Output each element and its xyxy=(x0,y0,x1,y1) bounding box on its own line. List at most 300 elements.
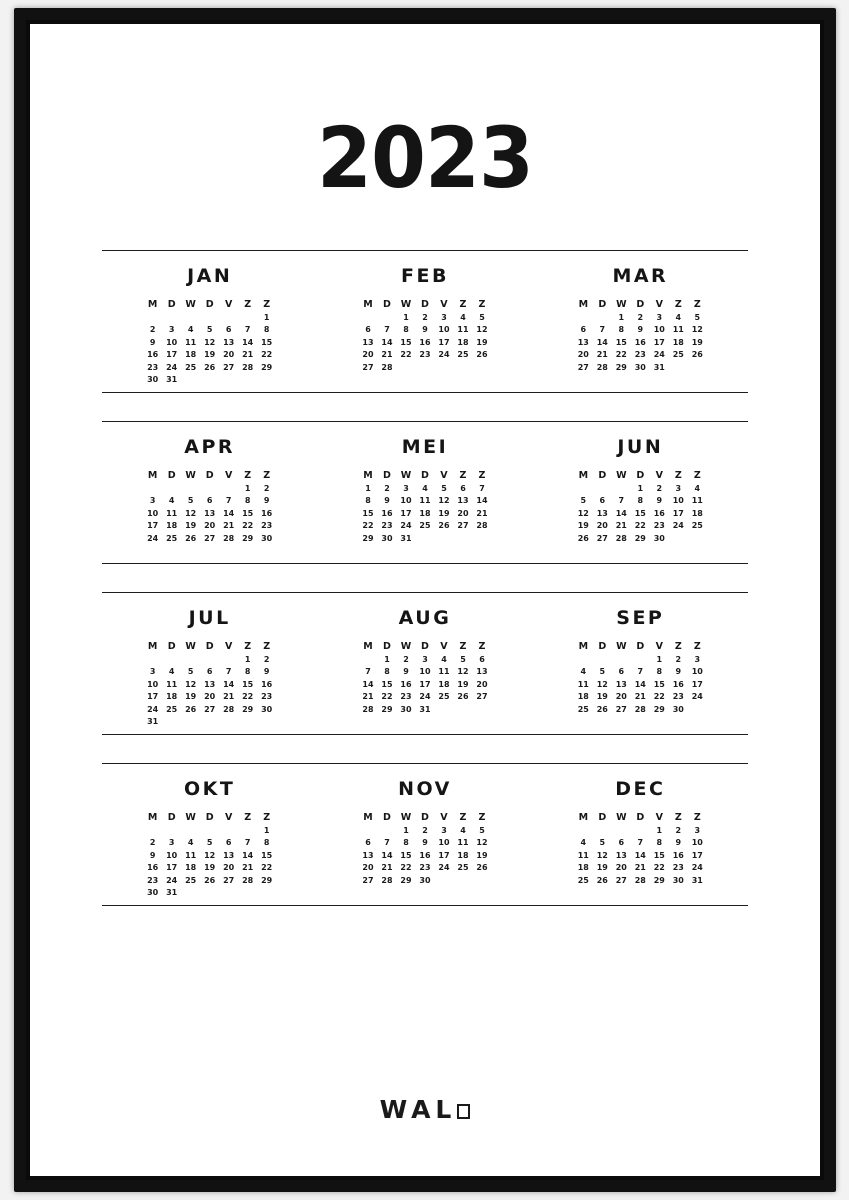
day-cell[interactable]: 27 xyxy=(223,362,235,372)
day-cell[interactable]: 11 xyxy=(166,508,178,518)
day-cell[interactable]: 26 xyxy=(596,875,608,885)
day-cell[interactable]: 30 xyxy=(672,704,684,714)
day-cell[interactable]: 10 xyxy=(438,325,450,335)
day-cell[interactable]: 30 xyxy=(653,533,665,543)
day-cell[interactable]: 25 xyxy=(166,704,178,714)
day-cell[interactable]: 20 xyxy=(362,350,374,360)
day-cell[interactable]: 9 xyxy=(675,838,682,848)
day-cell[interactable]: 25 xyxy=(457,863,469,873)
day-cell[interactable]: 22 xyxy=(242,521,254,531)
day-cell[interactable]: 13 xyxy=(204,508,216,518)
day-cell[interactable]: 29 xyxy=(615,362,627,372)
day-cell[interactable]: 10 xyxy=(166,337,178,347)
day-cell[interactable]: 2 xyxy=(656,483,663,493)
day-cell[interactable]: 14 xyxy=(381,850,393,860)
day-cell[interactable]: 3 xyxy=(168,325,175,335)
day-cell[interactable]: 25 xyxy=(166,533,178,543)
day-cell[interactable]: 1 xyxy=(637,483,644,493)
day-cell[interactable]: 14 xyxy=(476,496,488,506)
day-cell[interactable]: 7 xyxy=(637,838,644,848)
day-cell[interactable]: 29 xyxy=(242,533,254,543)
day-cell[interactable]: 17 xyxy=(438,337,450,347)
day-cell[interactable]: 29 xyxy=(381,704,393,714)
day-cell[interactable]: 6 xyxy=(206,496,213,506)
day-cell[interactable]: 13 xyxy=(362,850,374,860)
day-cell[interactable]: 4 xyxy=(168,667,175,677)
day-cell[interactable]: 22 xyxy=(653,692,665,702)
day-cell[interactable]: 19 xyxy=(204,350,216,360)
day-cell[interactable]: 15 xyxy=(381,679,393,689)
day-cell[interactable]: 16 xyxy=(400,679,412,689)
day-cell[interactable]: 4 xyxy=(441,654,447,664)
day-cell[interactable]: 18 xyxy=(419,508,431,518)
day-cell[interactable]: 11 xyxy=(185,850,197,860)
day-cell[interactable]: 8 xyxy=(384,667,390,677)
day-cell[interactable]: 16 xyxy=(147,350,159,360)
day-cell[interactable]: 19 xyxy=(476,850,488,860)
day-cell[interactable]: 25 xyxy=(457,350,469,360)
day-cell[interactable]: 29 xyxy=(653,704,665,714)
day-cell[interactable]: 29 xyxy=(261,362,273,372)
day-cell[interactable]: 4 xyxy=(460,312,466,322)
day-cell[interactable]: 18 xyxy=(166,692,178,702)
day-cell[interactable]: 22 xyxy=(615,350,627,360)
day-cell[interactable]: 30 xyxy=(672,875,684,885)
day-cell[interactable]: 25 xyxy=(185,362,197,372)
day-cell[interactable]: 27 xyxy=(223,875,235,885)
day-cell[interactable]: 15 xyxy=(362,508,374,518)
day-cell[interactable]: 24 xyxy=(400,521,412,531)
day-cell[interactable]: 18 xyxy=(577,863,589,873)
day-cell[interactable]: 2 xyxy=(149,325,156,335)
day-cell[interactable]: 4 xyxy=(422,483,428,493)
day-cell[interactable]: 19 xyxy=(577,521,589,531)
day-cell[interactable]: 9 xyxy=(675,667,682,677)
day-cell[interactable]: 26 xyxy=(204,362,216,372)
day-cell[interactable]: 13 xyxy=(457,496,469,506)
day-cell[interactable]: 25 xyxy=(577,875,589,885)
day-cell[interactable]: 29 xyxy=(653,875,665,885)
day-cell[interactable]: 13 xyxy=(596,508,608,518)
day-cell[interactable]: 10 xyxy=(147,508,159,518)
day-cell[interactable]: 29 xyxy=(261,875,273,885)
day-cell[interactable]: 28 xyxy=(381,875,393,885)
day-cell[interactable]: 1 xyxy=(403,312,409,322)
day-cell[interactable]: 18 xyxy=(185,350,197,360)
day-cell[interactable]: 28 xyxy=(223,704,235,714)
day-cell[interactable]: 9 xyxy=(403,667,409,677)
day-cell[interactable]: 2 xyxy=(422,312,428,322)
day-cell[interactable]: 2 xyxy=(263,483,270,493)
day-cell[interactable]: 17 xyxy=(147,692,159,702)
day-cell[interactable]: 9 xyxy=(263,667,270,677)
day-cell[interactable]: 3 xyxy=(168,838,175,848)
day-cell[interactable]: 24 xyxy=(691,692,703,702)
day-cell[interactable]: 1 xyxy=(656,825,663,835)
day-cell[interactable]: 22 xyxy=(653,863,665,873)
day-cell[interactable]: 7 xyxy=(479,483,485,493)
day-cell[interactable]: 27 xyxy=(204,704,216,714)
day-cell[interactable]: 24 xyxy=(166,362,178,372)
day-cell[interactable]: 12 xyxy=(204,850,216,860)
day-cell[interactable]: 23 xyxy=(381,521,393,531)
day-cell[interactable]: 5 xyxy=(206,838,213,848)
day-cell[interactable]: 15 xyxy=(653,679,665,689)
day-cell[interactable]: 23 xyxy=(419,350,431,360)
day-cell[interactable]: 12 xyxy=(577,508,589,518)
day-cell[interactable]: 12 xyxy=(476,838,488,848)
day-cell[interactable]: 15 xyxy=(242,679,254,689)
day-cell[interactable]: 4 xyxy=(168,496,175,506)
day-cell[interactable]: 13 xyxy=(223,850,235,860)
day-cell[interactable]: 23 xyxy=(147,362,159,372)
day-cell[interactable]: 24 xyxy=(147,704,159,714)
day-cell[interactable]: 19 xyxy=(596,692,608,702)
day-cell[interactable]: 19 xyxy=(476,337,488,347)
day-cell[interactable]: 31 xyxy=(419,704,431,714)
day-cell[interactable]: 23 xyxy=(419,863,431,873)
day-cell[interactable]: 20 xyxy=(362,863,374,873)
day-cell[interactable]: 4 xyxy=(187,838,194,848)
day-cell[interactable]: 15 xyxy=(261,337,273,347)
day-cell[interactable]: 8 xyxy=(656,667,663,677)
day-cell[interactable]: 5 xyxy=(479,825,485,835)
day-cell[interactable]: 22 xyxy=(381,692,393,702)
day-cell[interactable]: 30 xyxy=(261,533,273,543)
day-cell[interactable]: 6 xyxy=(225,325,232,335)
day-cell[interactable]: 17 xyxy=(166,350,178,360)
day-cell[interactable]: 23 xyxy=(261,692,273,702)
day-cell[interactable]: 3 xyxy=(694,825,701,835)
day-cell[interactable]: 18 xyxy=(438,679,450,689)
day-cell[interactable]: 25 xyxy=(691,521,703,531)
day-cell[interactable]: 9 xyxy=(149,337,156,347)
day-cell[interactable]: 25 xyxy=(577,704,589,714)
day-cell[interactable]: 17 xyxy=(438,850,450,860)
day-cell[interactable]: 21 xyxy=(362,692,374,702)
day-cell[interactable]: 16 xyxy=(381,508,393,518)
day-cell[interactable]: 31 xyxy=(653,362,665,372)
day-cell[interactable]: 21 xyxy=(381,350,393,360)
day-cell[interactable]: 17 xyxy=(691,679,703,689)
day-cell[interactable]: 25 xyxy=(438,692,450,702)
day-cell[interactable]: 2 xyxy=(422,825,428,835)
day-cell[interactable]: 23 xyxy=(672,692,684,702)
day-cell[interactable]: 9 xyxy=(422,325,428,335)
day-cell[interactable]: 23 xyxy=(261,521,273,531)
day-cell[interactable]: 8 xyxy=(365,496,371,506)
day-cell[interactable]: 26 xyxy=(691,350,703,360)
day-cell[interactable]: 26 xyxy=(185,533,197,543)
day-cell[interactable]: 16 xyxy=(672,850,684,860)
day-cell[interactable]: 17 xyxy=(691,850,703,860)
day-cell[interactable]: 16 xyxy=(672,679,684,689)
day-cell[interactable]: 10 xyxy=(400,496,412,506)
day-cell[interactable]: 7 xyxy=(384,838,390,848)
day-cell[interactable]: 20 xyxy=(577,350,589,360)
day-cell[interactable]: 3 xyxy=(422,654,428,664)
day-cell[interactable]: 13 xyxy=(615,850,627,860)
day-cell[interactable]: 16 xyxy=(634,337,646,347)
day-cell[interactable]: 26 xyxy=(457,692,469,702)
day-cell[interactable]: 5 xyxy=(187,667,194,677)
day-cell[interactable]: 21 xyxy=(242,863,254,873)
day-cell[interactable]: 25 xyxy=(672,350,684,360)
day-cell[interactable]: 20 xyxy=(615,692,627,702)
day-cell[interactable]: 19 xyxy=(185,521,197,531)
day-cell[interactable]: 16 xyxy=(653,508,665,518)
day-cell[interactable]: 17 xyxy=(419,679,431,689)
day-cell[interactable]: 11 xyxy=(577,850,589,860)
day-cell[interactable]: 15 xyxy=(634,508,646,518)
day-cell[interactable]: 18 xyxy=(166,521,178,531)
day-cell[interactable]: 8 xyxy=(403,325,409,335)
day-cell[interactable]: 2 xyxy=(263,654,270,664)
day-cell[interactable]: 4 xyxy=(675,312,682,322)
day-cell[interactable]: 3 xyxy=(441,312,447,322)
day-cell[interactable]: 6 xyxy=(479,654,485,664)
day-cell[interactable]: 22 xyxy=(261,863,273,873)
day-cell[interactable]: 31 xyxy=(166,375,178,385)
day-cell[interactable]: 5 xyxy=(479,312,485,322)
day-cell[interactable]: 5 xyxy=(694,312,701,322)
day-cell[interactable]: 27 xyxy=(204,533,216,543)
day-cell[interactable]: 19 xyxy=(438,508,450,518)
day-cell[interactable]: 12 xyxy=(691,325,703,335)
day-cell[interactable]: 20 xyxy=(615,863,627,873)
day-cell[interactable]: 6 xyxy=(225,838,232,848)
day-cell[interactable]: 20 xyxy=(457,508,469,518)
day-cell[interactable]: 10 xyxy=(438,838,450,848)
day-cell[interactable]: 14 xyxy=(381,337,393,347)
day-cell[interactable]: 28 xyxy=(615,533,627,543)
day-cell[interactable]: 18 xyxy=(185,863,197,873)
day-cell[interactable]: 9 xyxy=(637,325,644,335)
day-cell[interactable]: 13 xyxy=(476,667,488,677)
day-cell[interactable]: 20 xyxy=(596,521,608,531)
day-cell[interactable]: 11 xyxy=(691,496,703,506)
day-cell[interactable]: 30 xyxy=(147,375,159,385)
day-cell[interactable]: 2 xyxy=(403,654,409,664)
day-cell[interactable]: 10 xyxy=(419,667,431,677)
day-cell[interactable]: 14 xyxy=(615,508,627,518)
day-cell[interactable]: 30 xyxy=(419,875,431,885)
day-cell[interactable]: 14 xyxy=(223,679,235,689)
day-cell[interactable]: 21 xyxy=(634,692,646,702)
day-cell[interactable]: 6 xyxy=(460,483,466,493)
day-cell[interactable]: 28 xyxy=(242,875,254,885)
day-cell[interactable]: 17 xyxy=(653,337,665,347)
day-cell[interactable]: 15 xyxy=(400,337,412,347)
day-cell[interactable]: 30 xyxy=(261,704,273,714)
day-cell[interactable]: 4 xyxy=(694,483,701,493)
day-cell[interactable]: 23 xyxy=(653,521,665,531)
day-cell[interactable]: 12 xyxy=(596,850,608,860)
day-cell[interactable]: 1 xyxy=(263,825,270,835)
day-cell[interactable]: 27 xyxy=(577,362,589,372)
day-cell[interactable]: 7 xyxy=(225,667,232,677)
day-cell[interactable]: 28 xyxy=(596,362,608,372)
day-cell[interactable]: 28 xyxy=(242,362,254,372)
day-cell[interactable]: 29 xyxy=(242,704,254,714)
day-cell[interactable]: 22 xyxy=(400,350,412,360)
day-cell[interactable]: 24 xyxy=(653,350,665,360)
day-cell[interactable]: 21 xyxy=(223,692,235,702)
day-cell[interactable]: 30 xyxy=(147,888,159,898)
day-cell[interactable]: 24 xyxy=(147,533,159,543)
day-cell[interactable]: 12 xyxy=(476,325,488,335)
day-cell[interactable]: 8 xyxy=(618,325,625,335)
day-cell[interactable]: 14 xyxy=(242,337,254,347)
day-cell[interactable]: 22 xyxy=(634,521,646,531)
day-cell[interactable]: 1 xyxy=(656,654,663,664)
day-cell[interactable]: 18 xyxy=(457,850,469,860)
day-cell[interactable]: 2 xyxy=(149,838,156,848)
day-cell[interactable]: 3 xyxy=(694,654,701,664)
day-cell[interactable]: 13 xyxy=(615,679,627,689)
day-cell[interactable]: 6 xyxy=(365,325,371,335)
day-cell[interactable]: 5 xyxy=(580,496,587,506)
day-cell[interactable]: 7 xyxy=(244,325,251,335)
day-cell[interactable]: 18 xyxy=(457,337,469,347)
day-cell[interactable]: 5 xyxy=(599,838,606,848)
day-cell[interactable]: 12 xyxy=(185,508,197,518)
day-cell[interactable]: 19 xyxy=(185,692,197,702)
day-cell[interactable]: 5 xyxy=(460,654,466,664)
day-cell[interactable]: 5 xyxy=(187,496,194,506)
day-cell[interactable]: 13 xyxy=(577,337,589,347)
day-cell[interactable]: 7 xyxy=(599,325,606,335)
day-cell[interactable]: 8 xyxy=(637,496,644,506)
day-cell[interactable]: 16 xyxy=(419,850,431,860)
day-cell[interactable]: 6 xyxy=(618,667,625,677)
day-cell[interactable]: 28 xyxy=(381,362,393,372)
day-cell[interactable]: 10 xyxy=(147,679,159,689)
day-cell[interactable]: 24 xyxy=(166,875,178,885)
day-cell[interactable]: 16 xyxy=(261,679,273,689)
day-cell[interactable]: 21 xyxy=(242,350,254,360)
day-cell[interactable]: 27 xyxy=(362,362,374,372)
day-cell[interactable]: 29 xyxy=(362,533,374,543)
day-cell[interactable]: 28 xyxy=(634,704,646,714)
day-cell[interactable]: 2 xyxy=(637,312,644,322)
day-cell[interactable]: 1 xyxy=(244,654,251,664)
day-cell[interactable]: 22 xyxy=(261,350,273,360)
day-cell[interactable]: 3 xyxy=(441,825,447,835)
day-cell[interactable]: 14 xyxy=(596,337,608,347)
day-cell[interactable]: 10 xyxy=(166,850,178,860)
day-cell[interactable]: 9 xyxy=(422,838,428,848)
day-cell[interactable]: 15 xyxy=(615,337,627,347)
day-cell[interactable]: 25 xyxy=(185,875,197,885)
day-cell[interactable]: 28 xyxy=(634,875,646,885)
day-cell[interactable]: 24 xyxy=(419,692,431,702)
day-cell[interactable]: 24 xyxy=(691,863,703,873)
day-cell[interactable]: 28 xyxy=(362,704,374,714)
day-cell[interactable]: 19 xyxy=(457,679,469,689)
day-cell[interactable]: 24 xyxy=(672,521,684,531)
day-cell[interactable]: 30 xyxy=(381,533,393,543)
day-cell[interactable]: 5 xyxy=(599,667,606,677)
day-cell[interactable]: 27 xyxy=(596,533,608,543)
day-cell[interactable]: 4 xyxy=(580,838,587,848)
day-cell[interactable]: 8 xyxy=(263,838,270,848)
day-cell[interactable]: 30 xyxy=(634,362,646,372)
day-cell[interactable]: 15 xyxy=(400,850,412,860)
day-cell[interactable]: 3 xyxy=(149,667,156,677)
day-cell[interactable]: 4 xyxy=(460,825,466,835)
day-cell[interactable]: 20 xyxy=(476,679,488,689)
day-cell[interactable]: 15 xyxy=(261,850,273,860)
day-cell[interactable]: 8 xyxy=(656,838,663,848)
day-cell[interactable]: 20 xyxy=(223,863,235,873)
day-cell[interactable]: 9 xyxy=(263,496,270,506)
day-cell[interactable]: 2 xyxy=(675,654,682,664)
day-cell[interactable]: 6 xyxy=(206,667,213,677)
day-cell[interactable]: 24 xyxy=(438,350,450,360)
day-cell[interactable]: 7 xyxy=(225,496,232,506)
day-cell[interactable]: 19 xyxy=(691,337,703,347)
day-cell[interactable]: 26 xyxy=(204,875,216,885)
day-cell[interactable]: 12 xyxy=(438,496,450,506)
day-cell[interactable]: 27 xyxy=(476,692,488,702)
day-cell[interactable]: 16 xyxy=(147,863,159,873)
day-cell[interactable]: 2 xyxy=(675,825,682,835)
day-cell[interactable]: 7 xyxy=(384,325,390,335)
day-cell[interactable]: 11 xyxy=(166,679,178,689)
day-cell[interactable]: 22 xyxy=(242,692,254,702)
day-cell[interactable]: 29 xyxy=(400,875,412,885)
day-cell[interactable]: 20 xyxy=(223,350,235,360)
day-cell[interactable]: 5 xyxy=(441,483,447,493)
day-cell[interactable]: 3 xyxy=(656,312,663,322)
day-cell[interactable]: 10 xyxy=(691,667,703,677)
day-cell[interactable]: 27 xyxy=(362,875,374,885)
day-cell[interactable]: 6 xyxy=(580,325,587,335)
day-cell[interactable]: 20 xyxy=(204,521,216,531)
day-cell[interactable]: 22 xyxy=(400,863,412,873)
day-cell[interactable]: 3 xyxy=(675,483,682,493)
day-cell[interactable]: 31 xyxy=(691,875,703,885)
day-cell[interactable]: 6 xyxy=(365,838,371,848)
day-cell[interactable]: 21 xyxy=(615,521,627,531)
day-cell[interactable]: 19 xyxy=(596,863,608,873)
day-cell[interactable]: 28 xyxy=(223,533,235,543)
day-cell[interactable]: 14 xyxy=(223,508,235,518)
day-cell[interactable]: 7 xyxy=(244,838,251,848)
day-cell[interactable]: 4 xyxy=(580,667,587,677)
day-cell[interactable]: 26 xyxy=(577,533,589,543)
day-cell[interactable]: 7 xyxy=(365,667,371,677)
day-cell[interactable]: 9 xyxy=(656,496,663,506)
day-cell[interactable]: 26 xyxy=(185,704,197,714)
day-cell[interactable]: 21 xyxy=(223,521,235,531)
day-cell[interactable]: 18 xyxy=(691,508,703,518)
day-cell[interactable]: 27 xyxy=(615,875,627,885)
day-cell[interactable]: 1 xyxy=(263,312,270,322)
day-cell[interactable]: 15 xyxy=(242,508,254,518)
day-cell[interactable]: 29 xyxy=(634,533,646,543)
day-cell[interactable]: 11 xyxy=(457,838,469,848)
day-cell[interactable]: 23 xyxy=(147,875,159,885)
day-cell[interactable]: 12 xyxy=(457,667,469,677)
day-cell[interactable]: 11 xyxy=(185,337,197,347)
day-cell[interactable]: 14 xyxy=(634,679,646,689)
day-cell[interactable]: 18 xyxy=(577,692,589,702)
day-cell[interactable]: 1 xyxy=(618,312,625,322)
day-cell[interactable]: 8 xyxy=(244,496,251,506)
day-cell[interactable]: 20 xyxy=(204,692,216,702)
